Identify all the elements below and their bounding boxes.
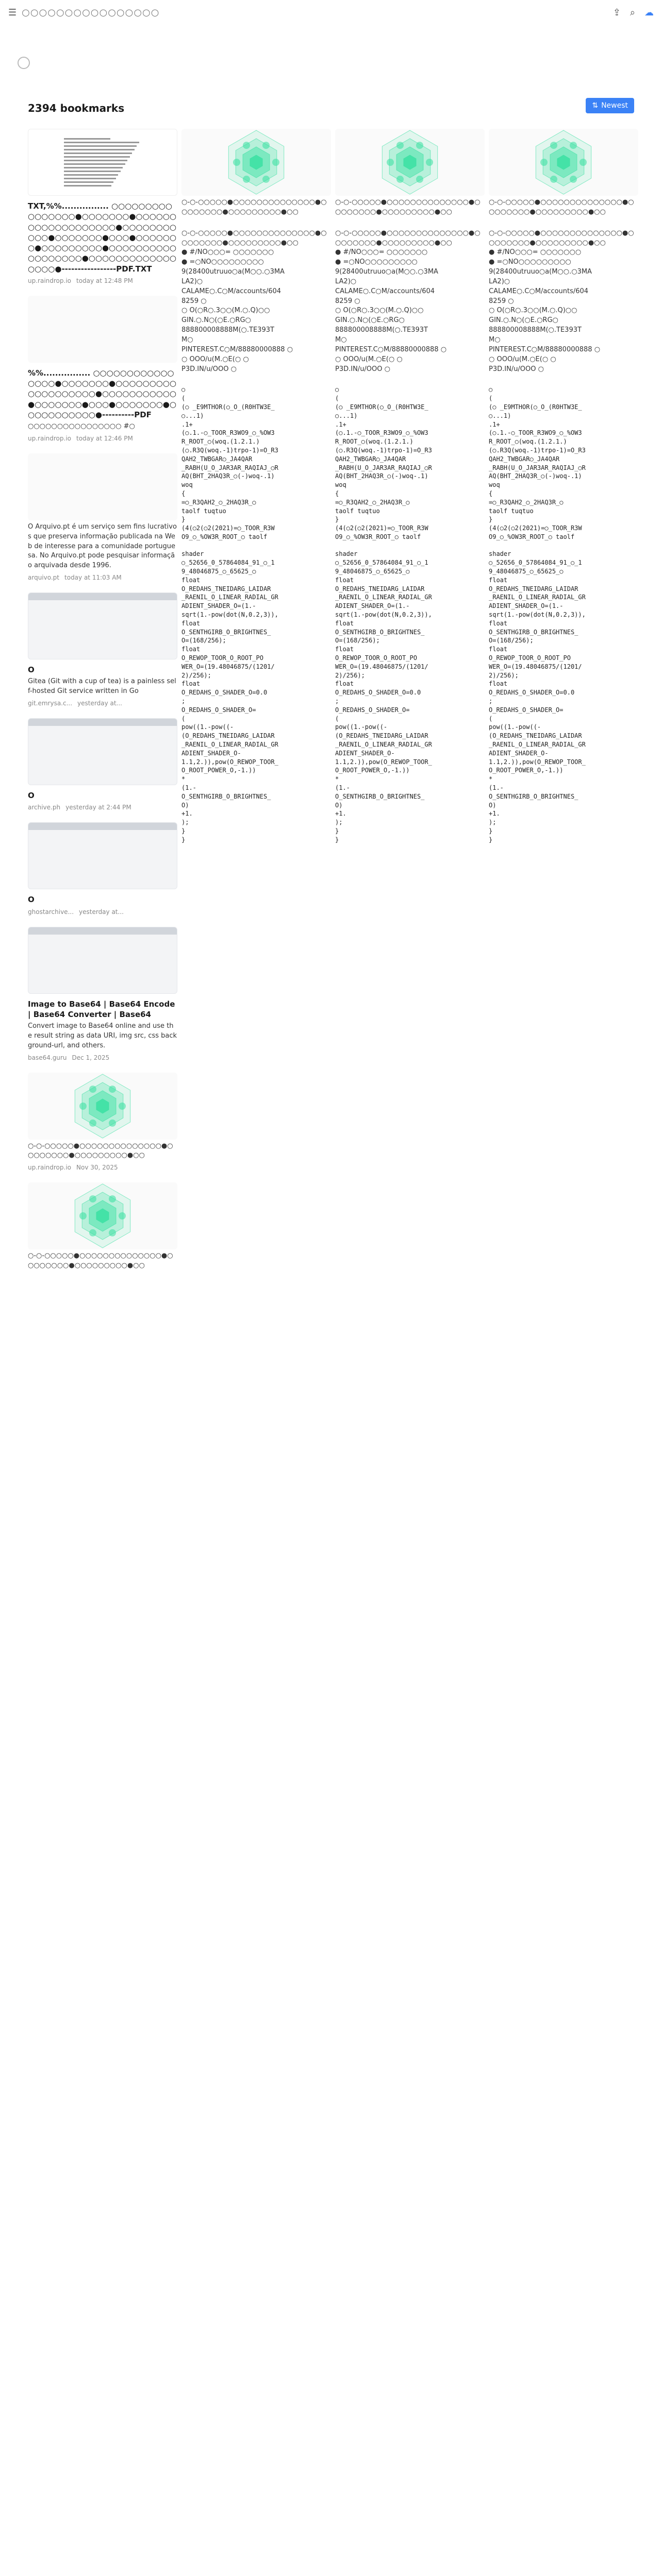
bookmark-meta [28,700,177,707]
bookmark-excerpt: ○-○-○○○○○●○○○○○○○○○○○○○○●○○○○○○○○●○○○○○○○○○●○○ [489,198,634,216]
bookmark-date: today at 12:48 PM [76,277,133,284]
bookmark-excerpt: ○○○○○○○○○○○○○○○○ #○ [28,422,135,430]
bookmark-domain: up.raindrop.io [28,277,71,284]
hex-pattern-graphic [69,1073,136,1140]
bookmark-excerpt: ○ ( (○ _E9MTHOR(○_O_(R0HTW3E_ ○...1) .1+ (○.1.-○_TOOR_R3WO9_○_%OW3 R_ROOT_○(woq.(1.2.1.) (○.R3Q(woq.-1)trpo-1)=O_R3 QAH2_TWBGAR○_JA4QAR _RABH(U_O_JAR3AR_RAQIAJ_○R AQ(BHT_2HAQ3R_○(-)woq-.1) woq { =○_R3QAH2_○_2HAQ3R_○ taolf tuqtuo } (4(○2(○2(2021)=○_TOOR_R3W O9_○_%OW3R_ROOT_○ taolf shader ○_52656_0_57864084_91_○_1 9_48046875_○_65625_○ float O_REDAHS_TNEIDARG_LAIDAR _RAENIL_O_LINEAR_RADIAL_GR ADIENT_SHADER_O=(1.- sqrt(1.-pow(dot(N,0.2,3)), float O_SENTHGIRB_O_BRIGHTNES_ O=(168/256); float O_REWOP_TOOR_O_ROOT_PO WER_O=(19.48046875/(1201/ 2)/256); float O_REDAHS_O_SHADER_O=0.0 ; O_REDAHS_O_SHADER_O= ( pow((1.-pow((- (O_REDAHS_TNEIDARG_LAIDAR _RAENIL_O_LINEAR_RADIAL_GR ADIENT_SHADER_O- 1.1,2.)),pow(O_REWOP_TOOR_ O_ROOT_POWER_O,-1.)) * (1.- O_SENTHGIRB_O_BRIGHTNES_ O) +1. ); } } [335,386,432,843]
bookmark-excerpt: ○-○-○○○○○●○○○○○○○○○○○○○○●○○○○○○○○●○○○○○○○○○●○○ ● #/NO○○○= ○○○○○○○ ● =○NO○○○○○○○○○ 9(28400utruuo○a(M○○.○3MA LA2)○ CALAME○.C○M/accounts/604 8259 ○ ○ O(○R○.3○○(M.○.Q)○○ GIN.○.N○(○E.○RG○ 888800008888M(○.TE393T M○ PINTEREST.C○M/88880000888 ○ ○ OOO/u(M.○E(○ ○ P3D.IN/u/OOO ○ [181,229,327,373]
hex-node [540,159,548,166]
bookmark-thumbnail[interactable] [28,592,177,659]
bookmark-title[interactable]: Image to Base64 | Base64 Encode | Base64 Converter | Base64 [28,999,175,1019]
screenshot-toolbar [28,593,177,600]
bookmark-thumbnail[interactable] [335,129,485,196]
bookmark-excerpt: ○-○-○○○○○●○○○○○○○○○○○○○○●○○○○○○○○●○○○○○○○○○●○○ ● #/NO○○○= ○○○○○○○ ● =○NO○○○○○○○○○ 9(28400utruuo○a(M○○.○3MA LA2)○ CALAME○.C○M/accounts/604 8259 ○ ○ O(○R○.3○○(M.○.Q)○○ GIN.○.N○(○E.○RG○ 888800008888M(○.TE393T M○ PINTEREST.C○M/88880000888 ○ ○ OOO/u(M.○E(○ ○ P3D.IN/u/OOO ○ [489,229,634,373]
bookmark-thumbnail[interactable] [489,129,638,196]
hex-node [580,159,587,166]
bookmark-title[interactable]: O [28,665,35,675]
document-preview-lines [64,136,141,189]
hex-node [243,176,250,183]
hex-node [109,1195,116,1202]
hex-node [119,1212,126,1219]
bookmark-card[interactable] [335,129,485,217]
hex-node [416,142,423,149]
hex-node [387,159,394,166]
bookmark-card[interactable] [335,229,485,375]
bookmark-excerpt: ○-○-○○○○○●○○○○○○○○○○○○○○●○○○○○○○○●○○○○○○○○○●○○ [28,1142,173,1160]
sort-label: Newest [601,101,628,110]
column-1 [28,129,177,2576]
bookmark-meta [28,277,177,284]
hex-node [550,176,557,183]
bookmark-date: Dec 1, 2025 [72,1054,110,1061]
bookmark-thumbnail[interactable] [28,927,177,994]
hex-node [89,1119,96,1126]
bookmark-card[interactable] [28,453,177,581]
bookmark-excerpt: ○-○-○○○○○●○○○○○○○○○○○○○○●○○○○○○○○●○○○○○○○○○●○○ [181,198,327,216]
cloud-icon[interactable]: ☁ [644,7,654,18]
top-bar [0,0,662,25]
bookmark-count: 2394 bookmarks [28,102,125,114]
screenshot-toolbar [28,927,177,935]
column-3 [335,129,485,2576]
hex-node [79,1212,87,1219]
bookmark-domain: base64.guru [28,1054,67,1061]
hex-node [119,1103,126,1110]
hex-node [426,159,433,166]
hex-node [243,142,250,149]
bookmark-card[interactable] [181,229,331,375]
bookmark-card[interactable] [335,385,485,844]
bookmark-meta [28,1164,177,1171]
hex-pattern-graphic [530,129,597,196]
bookmark-excerpt: O Arquivo.pt é um serviço sem fins lucrativos que preserva informação publicada na Web de interesse para a comunidade portuguesa. No Arquivo.pt pode pesquisar informação arquivada desde 1996. [28,522,177,570]
bookmark-card[interactable] [181,385,331,844]
bookmark-excerpt: ○-○-○○○○○●○○○○○○○○○○○○○○●○○○○○○○○●○○○○○○○○○●○○ [28,1252,173,1270]
bookmark-thumbnail[interactable] [181,129,331,196]
bookmark-card[interactable] [28,927,177,1061]
sort-icon: ⇅ [592,101,599,110]
bookmark-domain: git.emrysa.c... [28,700,73,707]
bookmark-excerpt: Convert image to Base64 online and use the result string as data URI, img src, css background-url, and others. [28,1022,177,1049]
column-2 [181,129,331,2576]
bookmark-card[interactable] [489,129,638,217]
bookmark-domain: ghostarchive... [28,908,74,916]
hex-node [396,142,404,149]
bookmark-title[interactable]: TXT,%%................ ○○○○○○○○○○○○○○○○●○○○○○○○●○○○○○○○○○○○○○○○○○○○●○○○○○○○○○○○●○○○○○○○●○○○●○○○○○○○●○○○○○○○○○●○○○○○○○○○○○○○○○○○○●○○○○○○○○○○○○○○○○○●-----------------PDF.TXT [28,201,176,274]
bookmark-domain: up.raindrop.io [28,1164,71,1172]
hex-node [272,159,279,166]
bookmark-card[interactable] [28,592,177,707]
hex-node [109,1229,116,1236]
hex-node [262,142,270,149]
hex-node [262,176,270,183]
hamburger-icon[interactable]: ☰ [8,7,17,18]
hex-node [89,1195,96,1202]
bookmark-card[interactable] [28,296,177,442]
bookmark-thumbnail[interactable] [28,718,177,785]
bookmark-date: Nov 30, 2025 [76,1164,118,1172]
bookmark-thumbnail[interactable] [28,296,177,363]
bookmark-title[interactable]: O [28,895,35,905]
bookmark-card[interactable] [489,385,638,844]
hex-node [89,1229,96,1236]
bookmark-excerpt: ○ ( (○ _E9MTHOR(○_O_(R0HTW3E_ ○...1) .1+ (○.1.-○_TOOR_R3WO9_○_%OW3 R_ROOT_○(woq.(1.2.1.) (○.R3Q(woq.-1)trpo-1)=O_R3 QAH2_TWBGAR○_JA4QAR _RABH(U_O_JAR3AR_RAQIAJ_○R AQ(BHT_2HAQ3R_○(-)woq-.1) woq { =○_R3QAH2_○_2HAQ3R_○ taolf tuqtuo } (4(○2(○2(2021)=○_TOOR_R3W O9_○_%OW3R_ROOT_○ taolf shader ○_52656_0_57864084_91_○_1 9_48046875_○_65625_○ float O_REDAHS_TNEIDARG_LAIDAR _RAENIL_O_LINEAR_RADIAL_GR ADIENT_SHADER_O=(1.- sqrt(1.-pow(dot(N,0.2,3)), float O_SENTHGIRB_O_BRIGHTNES_ O=(168/256); float O_REWOP_TOOR_O_ROOT_PO WER_O=(19.48046875/(1201/ 2)/256); float O_REDAHS_O_SHADER_O=0.0 ; O_REDAHS_O_SHADER_O= ( pow((1.-pow((- (O_REDAHS_TNEIDARG_LAIDAR _RAENIL_O_LINEAR_RADIAL_GR ADIENT_SHADER_O- 1.1,2.)),pow(O_REWOP_TOOR_ O_ROOT_POWER_O,-1.)) * (1.- O_SENTHGIRB_O_BRIGHTNES_ O) +1. ); } } [489,386,586,843]
bookmark-thumbnail[interactable] [28,1073,177,1140]
bookmark-meta [28,1054,177,1061]
hex-node [416,176,423,183]
bookmark-thumbnail[interactable] [28,1182,177,1249]
bookmark-card[interactable] [28,1073,177,1172]
bookmark-title[interactable]: O [28,791,35,800]
hex-pattern-graphic [69,1182,136,1249]
hex-pattern-graphic [376,129,443,196]
bookmark-date: today at 11:03 AM [64,574,122,582]
bookmark-thumbnail[interactable] [28,129,177,196]
bookmark-date: yesterday at... [79,908,124,916]
bookmark-card[interactable] [28,129,177,284]
bookmark-date: yesterday at 2:44 PM [65,804,131,811]
hex-node [570,176,577,183]
column-4 [489,129,638,2576]
bookmark-meta [28,574,177,581]
bookmark-excerpt: Gitea (Git with a cup of tea) is a painless self-hosted Git service written in Go [28,677,176,696]
bookmark-thumbnail[interactable] [28,822,177,889]
hex-node [89,1086,96,1093]
bookmark-excerpt: ○-○-○○○○○●○○○○○○○○○○○○○○●○○○○○○○○●○○○○○○○○○●○○ ● #/NO○○○= ○○○○○○○ ● =○NO○○○○○○○○○ 9(28400utruuo○a(M○○.○3MA LA2)○ CALAME○.C○M/accounts/604 8259 ○ ○ O(○R○.3○○(M.○.Q)○○ GIN.○.N○(○E.○RG○ 888800008888M(○.TE393T M○ PINTEREST.C○M/88880000888 ○ ○ OOO/u(M.○E(○ ○ P3D.IN/u/OOO ○ [335,229,481,373]
search-icon[interactable]: ⌕ [630,7,635,18]
bookmark-thumbnail[interactable] [28,453,177,520]
share-icon[interactable]: ⇪ [613,7,621,18]
bookmark-card[interactable] [28,822,177,915]
screenshot-toolbar [28,823,177,830]
bookmark-excerpt: ○ ( (○ _E9MTHOR(○_O_(R0HTW3E_ ○...1) .1+ (○.1.-○_TOOR_R3WO9_○_%OW3 R_ROOT_○(woq.(1.2.1.) (○.R3Q(woq.-1)trpo-1)=O_R3 QAH2_TWBGAR○_JA4QAR _RABH(U_O_JAR3AR_RAQIAJ_○R AQ(BHT_2HAQ3R_○(-)woq-.1) woq { =○_R3QAH2_○_2HAQ3R_○ taolf tuqtuo } (4(○2(○2(2021)=○_TOOR_R3W O9_○_%OW3R_ROOT_○ taolf shader ○_52656_0_57864084_91_○_1 9_48046875_○_65625_○ float O_REDAHS_TNEIDARG_LAIDAR _RAENIL_O_LINEAR_RADIAL_GR ADIENT_SHADER_O=(1.- sqrt(1.-pow(dot(N,0.2,3)), float O_SENTHGIRB_O_BRIGHTNES_ O=(168/256); float O_REWOP_TOOR_O_ROOT_PO WER_O=(19.48046875/(1201/ 2)/256); float O_REDAHS_O_SHADER_O=0.0 ; O_REDAHS_O_SHADER_O= ( pow((1.-pow((- (O_REDAHS_TNEIDARG_LAIDAR _RAENIL_O_LINEAR_RADIAL_GR ADIENT_SHADER_O- 1.1,2.)),pow(O_REWOP_TOOR_ O_ROOT_POWER_O,-1.)) * (1.- O_SENTHGIRB_O_BRIGHTNES_ O) +1. ); } } [181,386,278,843]
sort-button[interactable] [586,98,634,113]
bookmark-excerpt: ○-○-○○○○○●○○○○○○○○○○○○○○●○○○○○○○○●○○○○○○○○○●○○ [335,198,481,216]
bookmark-card[interactable] [181,129,331,217]
bookmark-date: yesterday at... [77,700,122,707]
hex-node [550,142,557,149]
bookmark-card[interactable] [28,1182,177,1271]
hex-node [79,1103,87,1110]
hex-pattern-graphic [223,129,290,196]
hex-node [396,176,404,183]
hex-node [109,1119,116,1126]
bookmark-domain: archive.ph [28,804,61,811]
app-title: ○○○○○○○○○○○○○○○○ [22,7,160,18]
hex-node [233,159,240,166]
bookmark-domain: up.raindrop.io [28,434,71,442]
bookmark-card[interactable] [28,718,177,811]
bookmark-title[interactable]: %%................ ○○○○○○○○○○○○○○○○●○○○○○○○●○○○○○○○○○○○○○○○○○○○●○○○○○○○○○○○●○○○○○○○●○○○●○○○○○○○●○○○○○○○○○○○●----------PDF [28,368,176,419]
hex-node [570,142,577,149]
bookmark-card[interactable] [489,229,638,375]
top-actions [613,7,654,18]
bookmark-grid [28,129,638,2576]
bookmark-meta [28,804,177,811]
hex-node [109,1086,116,1093]
screenshot-toolbar [28,719,177,726]
bookmark-meta [28,435,177,442]
bookmark-date: today at 12:46 PM [76,434,133,442]
bookmark-meta [28,908,177,916]
select-all-checkbox[interactable] [18,57,30,69]
bookmark-domain: arquivo.pt [28,574,60,582]
